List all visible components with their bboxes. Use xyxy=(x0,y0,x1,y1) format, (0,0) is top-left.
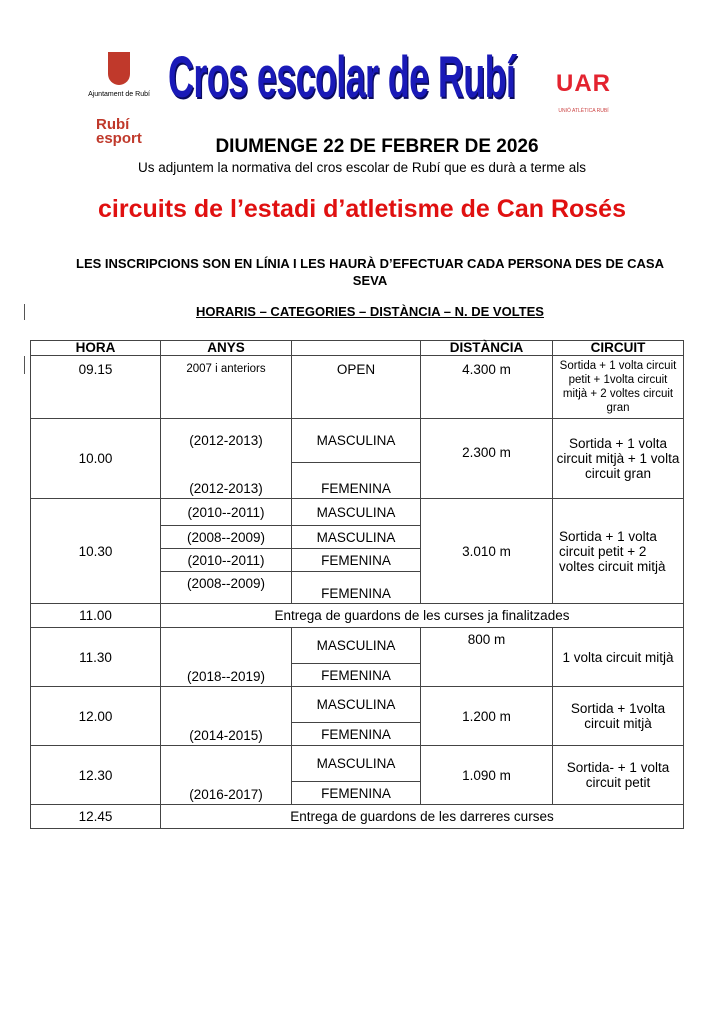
crest-icon xyxy=(108,52,130,85)
cell-category: OPEN xyxy=(292,356,421,419)
cell-distance: 1.200 m xyxy=(421,687,553,746)
cell-circuit: Sortida + 1 volta circuit mitjà + 1 volta circuit gran xyxy=(553,419,684,499)
cell-anys: (2010--2011) xyxy=(161,549,292,572)
cell-circuit: Sortida + 1volta circuit mitjà xyxy=(553,687,684,746)
cell-distance: 3.010 m xyxy=(421,499,553,604)
margin-mark xyxy=(24,304,25,320)
header-circuit: CIRCUIT xyxy=(553,341,684,356)
cell-category: FEMENINA xyxy=(292,723,421,746)
cell-anys: (2008--2009) xyxy=(161,572,292,604)
header-hora: HORA xyxy=(31,341,161,356)
schedule-subheading: HORARIS – CATEGORIES – DISTÀNCIA – N. DE VOLTES xyxy=(196,304,544,319)
cell-category: MASCULINA xyxy=(292,419,421,463)
uar-logo-text: UAR xyxy=(556,70,611,97)
registration-notice: LES INSCRIPCIONS SON EN LÍNIA I LES HAURÀ D’EFECTUAR CADA PERSONA DES DE CASA SEVA xyxy=(76,256,664,288)
cell-category: MASCULINA xyxy=(292,746,421,782)
table-row xyxy=(31,687,684,723)
table-row xyxy=(31,419,684,463)
cell-anys: (2012-2013) xyxy=(161,463,292,499)
cell-anys: (2016-2017) xyxy=(161,746,292,805)
cell-anys: (2018--2019) xyxy=(161,628,292,687)
cell-category: FEMENINA xyxy=(292,463,421,499)
rubi-logo-text: Rubí xyxy=(96,116,130,133)
cell-distance: 1.090 m xyxy=(421,746,553,805)
cell-hora: 09.15 xyxy=(31,356,161,419)
cell-distance: 2.300 m xyxy=(421,419,553,499)
header-anys: ANYS xyxy=(161,341,292,356)
cell-category: FEMENINA xyxy=(292,664,421,687)
schedule-table xyxy=(30,340,684,829)
page-title: Cros escolar de Rubí xyxy=(168,45,516,110)
table-row xyxy=(31,805,684,829)
table-header-row xyxy=(31,341,684,356)
cell-hora: 11.00 xyxy=(31,604,161,628)
cell-hora: 10.00 xyxy=(31,419,161,499)
table-row xyxy=(31,604,684,628)
cell-category: FEMENINA xyxy=(292,782,421,805)
cell-circuit: 1 volta circuit mitjà xyxy=(553,628,684,687)
cell-anys: (2010--2011) xyxy=(161,499,292,526)
cell-category: MASCULINA xyxy=(292,687,421,723)
event-date: DIUMENGE 22 DE FEBRER DE 2026 xyxy=(215,136,539,157)
header-category xyxy=(292,341,421,356)
cell-circuit: Sortida- + 1 volta circuit petit xyxy=(553,746,684,805)
cell-category: MASCULINA xyxy=(292,499,421,526)
cell-hora: 10.30 xyxy=(31,499,161,604)
uar-logo-subtext: UNIÓ ATLÈTICA RUBÍ xyxy=(558,108,609,114)
cell-anys: (2014-2015) xyxy=(161,687,292,746)
cell-awards: Entrega de guardons de les darreres curses xyxy=(161,805,684,829)
uar-logo xyxy=(556,70,611,114)
cell-category: MASCULINA xyxy=(292,628,421,664)
table-row xyxy=(31,356,684,419)
table-row xyxy=(31,746,684,782)
cell-distance: 800 m xyxy=(421,628,553,687)
margin-mark xyxy=(24,356,25,374)
cell-distance: 4.300 m xyxy=(421,356,553,419)
cell-hora: 12.30 xyxy=(31,746,161,805)
cell-category: FEMENINA xyxy=(292,549,421,572)
esport-logo-text: esport xyxy=(96,130,142,147)
cell-hora: 11.30 xyxy=(31,628,161,687)
venue-heading: circuits de l’estadi d’atletisme de Can Rosés xyxy=(98,195,626,223)
cell-anys: (2008--2009) xyxy=(161,526,292,549)
ajuntament-logo xyxy=(84,52,154,98)
cell-circuit: Sortida + 1 volta circuit petit + 2 voltes circuit mitjà xyxy=(553,499,684,604)
ajuntament-logo-text: Ajuntament de Rubí xyxy=(88,91,150,98)
cell-circuit: Sortida + 1 volta circuit petit + 1volta circuit mitjà + 2 voltes circuit gran xyxy=(553,356,684,419)
cell-awards: Entrega de guardons de les curses ja finalitzades xyxy=(161,604,684,628)
cell-category: MASCULINA xyxy=(292,526,421,549)
cell-anys: (2012-2013) xyxy=(161,419,292,463)
cell-hora: 12.45 xyxy=(31,805,161,829)
table-row xyxy=(31,499,684,526)
cell-hora: 12.00 xyxy=(31,687,161,746)
cell-category: FEMENINA xyxy=(292,572,421,604)
table-row xyxy=(31,628,684,664)
header-distancia: DISTÀNCIA xyxy=(421,341,553,356)
intro-text: Us adjuntem la normativa del cros escolar de Rubí que es durà a terme als xyxy=(138,160,586,175)
cell-anys: 2007 i anteriors xyxy=(161,356,292,419)
